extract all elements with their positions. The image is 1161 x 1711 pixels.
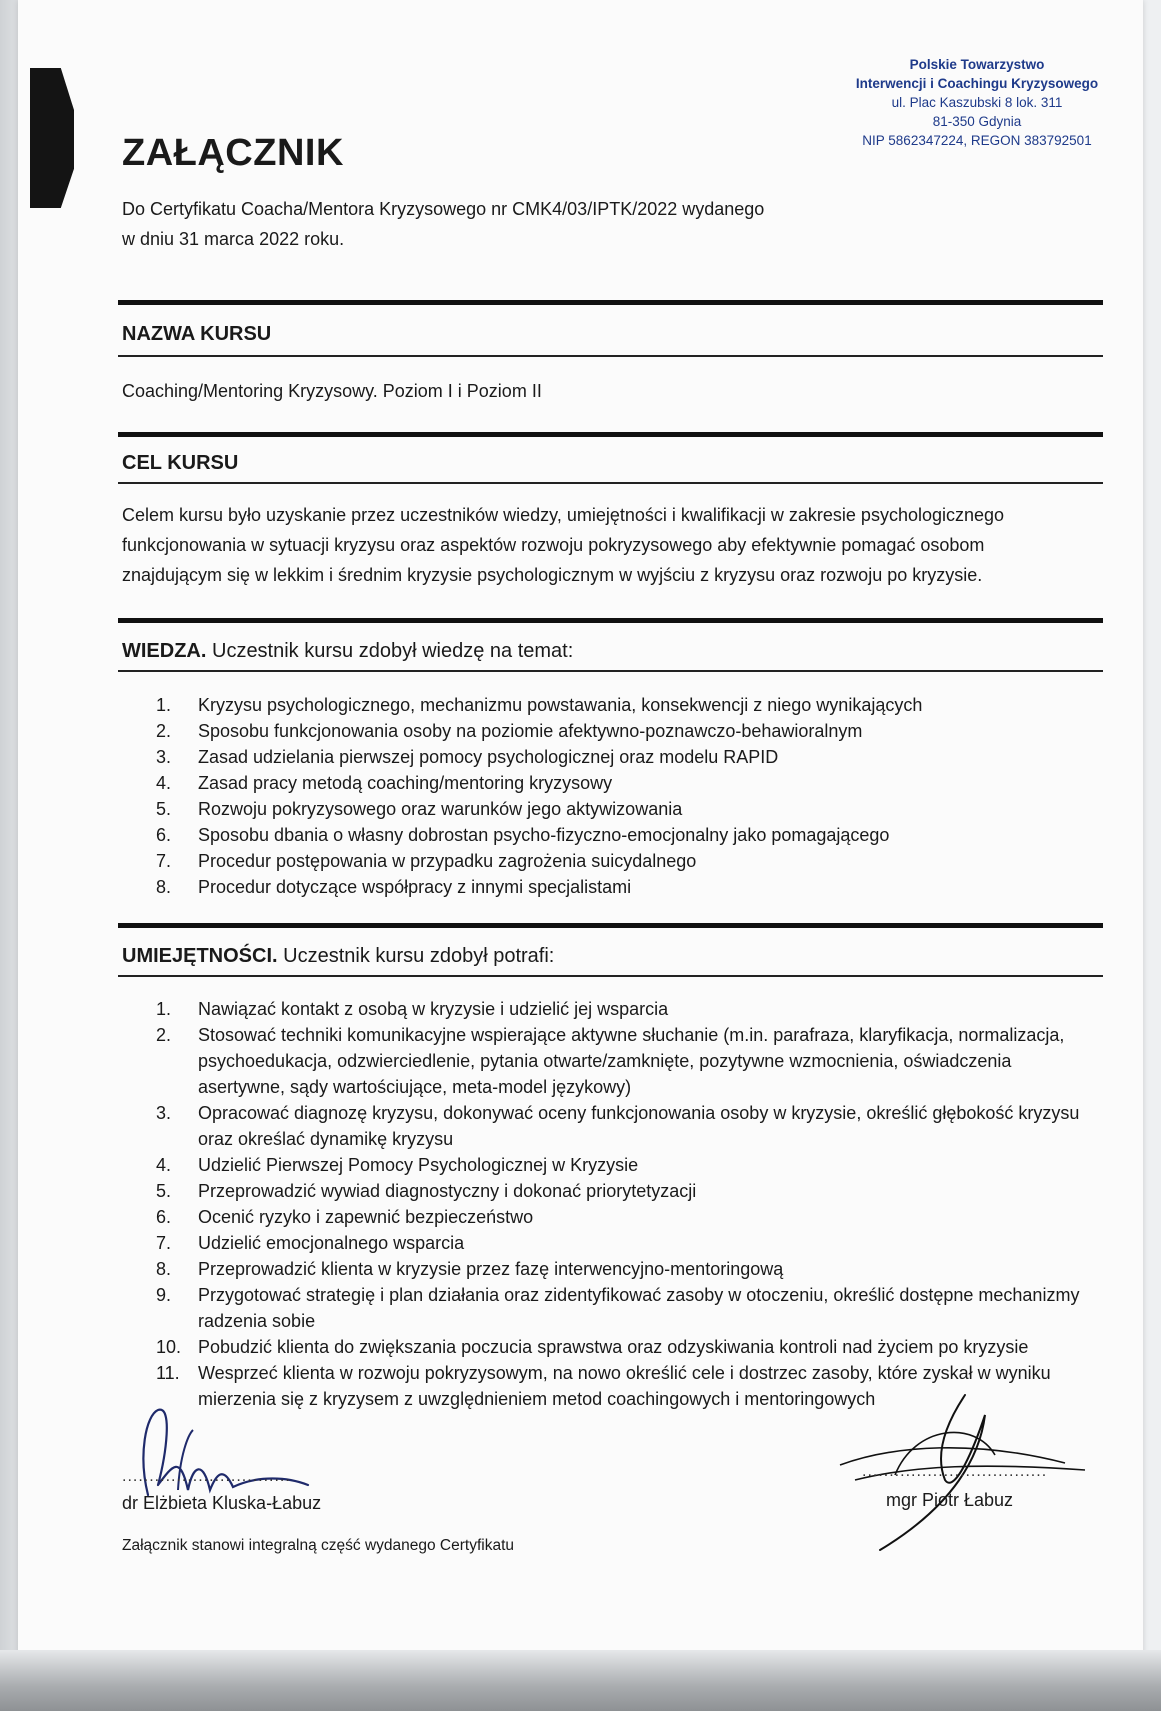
skills-item [150, 1256, 1080, 1282]
org-address-line1: ul. Plac Kaszubski 8 lok. 311 [891, 95, 1063, 110]
course-goal-line1: Celem kursu było uzyskanie przez uczestników wiedzy, umiejętności i kwalifikacji w zakresie psychologicznego [122, 505, 1005, 525]
list-item-number: 1. [156, 695, 172, 715]
skills-item [150, 1178, 1080, 1204]
list-item-number: 3. [156, 747, 172, 767]
scan-shadow-bottom [0, 1650, 1161, 1711]
left-signature-line: ............................... [122, 1468, 291, 1485]
org-address-line2: 81-350 Gdynia [932, 114, 1022, 129]
knowledge-heading-rest: Uczestnik kursu zdobył wiedzę na temat: [206, 640, 574, 662]
list-item-number: 11. [156, 1363, 180, 1383]
list-item-text: Wesprzeć klienta w rozwoju pokryzysowym, na nowo określić cele i dostrzec zasoby, które zyskał w wyniku mierzenia się z kryzysem z uwzględnieniem metod coachingowych i mentoringowych [198, 1363, 1051, 1409]
list-item-number: 8. [156, 1259, 172, 1279]
list-item-text: Rozwoju pokryzysowego oraz warunków jego aktywizowania [198, 799, 683, 819]
section-rule-thick [118, 618, 1103, 623]
list-item-number: 3. [156, 1103, 172, 1123]
knowledge-item [150, 692, 1080, 718]
skills-item [150, 1100, 1080, 1152]
list-item-number: 4. [156, 773, 172, 793]
list-item-number: 7. [156, 851, 172, 871]
list-item-number: 6. [156, 1207, 172, 1227]
list-item-text: Procedur dotyczące współpracy z innymi specjalistami [198, 877, 632, 897]
list-item-text: Pobudzić klienta do zwiększania poczucia sprawstwa oraz odzyskiwania kontroli nad życiem po kryzysie [198, 1337, 1029, 1357]
document-title: ZAŁĄCZNIK [122, 132, 344, 174]
section-rule-thin [118, 355, 1103, 357]
skills-item [150, 1022, 1080, 1100]
knowledge-item [150, 822, 1080, 848]
knowledge-heading-bold: WIEDZA. [122, 640, 207, 662]
section-rule-thick [118, 432, 1103, 437]
list-item-number: 4. [156, 1155, 172, 1175]
course-goal-line2: funkcjonowania w sytuacji kryzysu oraz aspektów rozwoju pokryzysowego aby efektywnie pomagać osobom [122, 535, 985, 555]
knowledge-item [150, 718, 1080, 744]
list-item-text: Zasad udzielania pierwszej pomocy psychologicznej oraz modelu RAPID [198, 747, 779, 767]
skills-heading-rest: Uczestnik kursu zdobył potrafi: [277, 945, 555, 967]
course-name-heading: NAZWA KURSU [122, 323, 272, 345]
knowledge-list [150, 692, 1080, 900]
intro-text [122, 194, 822, 254]
intro-line2: w dniu 31 marca 2022 roku. [122, 229, 345, 249]
list-item-number: 8. [156, 877, 172, 897]
skills-item [150, 1152, 1080, 1178]
skills-item [150, 996, 1080, 1022]
knowledge-item [150, 848, 1080, 874]
list-item-text: Ocenić ryzyko i zapewnić bezpieczeństwo [198, 1207, 534, 1227]
skills-heading [122, 945, 554, 968]
list-item-text: Nawiązać kontakt z osobą w kryzysie i udzielić jej wsparcia [198, 999, 669, 1019]
right-signature-line: .................................. [862, 1463, 1048, 1480]
org-name-line2: Interwencji i Coachingu Kryzysowego [855, 76, 1099, 91]
intro-line1: Do Certyfikatu Coacha/Mentora Kryzysowego nr CMK4/03/IPTK/2022 wydanego [122, 199, 765, 219]
knowledge-heading [122, 640, 573, 663]
organization-header [827, 55, 1127, 150]
list-item-number: 10. [156, 1337, 182, 1357]
org-ids: NIP 5862347224, REGON 383792501 [862, 133, 1092, 148]
list-item-number: 7. [156, 1233, 172, 1253]
section-rule-thin [118, 482, 1103, 484]
list-item-text: Procedur postępowania w przypadku zagrożenia suicydalnego [198, 851, 697, 871]
skills-item [150, 1230, 1080, 1256]
footnote: Załącznik stanowi integralną część wydanego Certyfikatu [122, 1537, 514, 1554]
section-rule-thin [118, 670, 1103, 672]
list-item-text: Sposobu funkcjonowania osoby na poziomie afektywno-poznawczo-behawioralnym [198, 721, 863, 741]
org-name-line1: Polskie Towarzystwo [909, 57, 1045, 72]
list-item-text: Sposobu dbania o własny dobrostan psycho-fizyczno-emocjonalny jako pomagającego [198, 825, 890, 845]
skills-item [150, 1334, 1080, 1360]
skills-item [150, 1282, 1080, 1334]
knowledge-item [150, 770, 1080, 796]
list-item-text: Kryzysu psychologicznego, mechanizmu powstawania, konsekwencji z niego wynikających [198, 695, 923, 715]
list-item-number: 2. [156, 1025, 172, 1045]
list-item-text: Przeprowadzić klienta w kryzysie przez fazę interwencyjno-mentoringową [198, 1259, 784, 1279]
course-name-text: Coaching/Mentoring Kryzysowy. Poziom I i Poziom II [122, 381, 542, 401]
list-item-number: 1. [156, 999, 172, 1019]
left-signature-image [118, 1395, 348, 1505]
skills-heading-bold: UMIEJĘTNOŚCI. [122, 945, 278, 967]
list-item-number: 6. [156, 825, 172, 845]
list-item-text: Udzielić Pierwszej Pomocy Psychologicznej w Kryzysie [198, 1155, 639, 1175]
skills-item [150, 1204, 1080, 1230]
course-goal-heading: CEL KURSU [122, 452, 239, 474]
list-item-number: 2. [156, 721, 172, 741]
list-item-number: 9. [156, 1285, 172, 1305]
knowledge-item [150, 874, 1080, 900]
list-item-text: Przygotować strategię i plan działania oraz zidentyfikować zasoby w otoczeniu, określić dostępne mechanizmy radzenia sobie [198, 1285, 1080, 1331]
left-signatory-name: dr Elżbieta Kluska-Łabuz [122, 1493, 322, 1513]
list-item-number: 5. [156, 1181, 172, 1201]
list-item-text: Zasad pracy metodą coaching/mentoring kryzysowy [198, 773, 613, 793]
course-goal-text [122, 500, 1072, 590]
section-rule-thick [118, 300, 1103, 305]
section-rule-thick [118, 923, 1103, 928]
course-goal-line3: znajdującym się w lekkim i średnim kryzysie psychologicznym w wyjściu z kryzysu oraz rozwoju po kryzysie. [122, 565, 983, 585]
list-item-text: Przeprowadzić wywiad diagnostyczny i dokonać priorytetyzacji [198, 1181, 697, 1201]
knowledge-item [150, 744, 1080, 770]
section-rule-thin [118, 975, 1103, 977]
knowledge-item [150, 796, 1080, 822]
list-item-number: 5. [156, 799, 172, 819]
skills-list [150, 996, 1080, 1412]
right-signatory-name: mgr Piotr Łabuz [886, 1490, 1014, 1510]
list-item-text: Udzielić emocjonalnego wsparcia [198, 1233, 465, 1253]
list-item-text: Stosować techniki komunikacyjne wspierające aktywne słuchanie (m.in. parafraza, klaryfikacja, normalizacja, psychoedukacja, odzwierciedlenie, pytania otwarte/zamknięte, pozytywne wzmocnienia, oświadczenia asertywne, sądy wartościujące, meta-model językowy) [198, 1025, 1065, 1097]
list-item-text: Opracować diagnozę kryzysu, dokonywać oceny funkcjonowania osoby w kryzysie, określić głębokość kryzysu oraz określać dynamikę kryzysu [198, 1103, 1080, 1149]
